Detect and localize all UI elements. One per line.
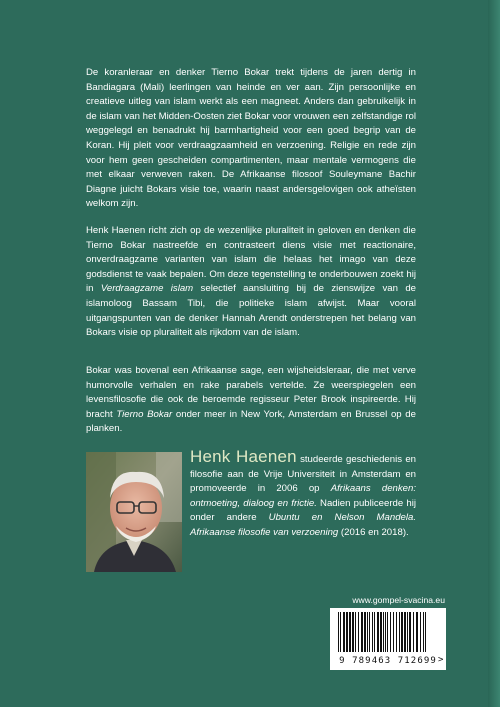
isbn-digits: 9 789463 712699 <box>339 656 437 666</box>
author-name: Henk Haenen <box>190 447 297 466</box>
blurb-paragraph-3-part-2: onder meer in New York, Amsterdam en Brussel op de planken. <box>86 408 416 435</box>
author-bio-part-1: studeerde geschiedenis en filosofie aan de Vrije Universiteit in Amsterdam en promoveerde in 2006 op <box>190 454 416 495</box>
dissertation-title-italic: Afrikaans denken: ontmoeting, dialoog en frictie. <box>190 483 417 509</box>
publisher-website: www.gompel-svacina.eu <box>352 595 445 605</box>
author-bio-part-3: (2016 en 2018). <box>338 526 409 538</box>
blurb-paragraph-1: De koranleraar en denker Tierno Bokar trekt tijdens de jaren dertig in Bandiagara (Mali) leerlingen van heinde en ver aan. Zijn persoonlijke en creatieve uitleg van islam werkt als een magneet. Anders dan gebruikelijk in de islam van het Midden-Oosten ziet Bokar voor vrouwen een zelfstandige rol weggelegd en benadrukt hij barmhartigheid voor een goed begrip van de Koran. Hij pleit voor verdraagzaamheid en verzoening. Religie en rede zijn voor hem geen gescheiden compartimenten, maar mentale vermogens die met elkaar verweven raken. De Afrikaanse filosoof Souleymane Bachir Diagne juicht Bokars visie toe, waarin naast andersgelovigen ook atheïsten welkom zijn. <box>86 67 416 210</box>
blurb-paragraph-3 <box>86 364 416 437</box>
blurb-paragraph-2-part-1: Henk Haenen richt zich op de wezenlijke pluraliteit in geloven en denken die Tierno Bokar nastreefde en contrasteert diens visie met reactionaire, onverdraagzame varianten van islam die helaas het imago van deze godsdienst te vaak bepalen. Om deze tegenstelling te onderbouwen zoekt hij in <box>86 225 416 295</box>
blurb-paragraph-3-part-1: Bokar was bovenal een Afrikaanse sage, een wijsheidsleraar, die met verve humorvolle verhalen en rake parabels vertelde. Ze weerspiegelen een levensfilosofie die ook de beroemde regisseur Peter Brook inspireerde. Hij bracht <box>86 365 416 420</box>
author-bio <box>190 448 416 541</box>
author-bio-part-2: Nadien publiceerde hij onder andere <box>190 497 416 524</box>
isbn-arrow: > <box>438 655 444 665</box>
blurb-paragraph-2-part-2: selectief aansluiting bij de zienswijze van de islamoloog Bassam Tibi, die politieke islam afwijst. Maar vooral uitgangspunten van de denker Hannah Arendt onderstrepen het belang van Bokars visie op pluraliteit als rijkdom van de islam. <box>86 283 416 339</box>
barcode-bars <box>330 608 446 656</box>
blurb-paragraph-2 <box>86 224 416 341</box>
book-title-italic: Verdraagzame islam <box>100 283 194 295</box>
play-title-italic: Tierno Bokar <box>116 408 173 420</box>
spine-edge <box>488 0 500 707</box>
publication-title-italic: Ubuntu en Nelson Mandela. Afrikaanse filosofie van verzoening <box>190 512 416 538</box>
author-photo <box>86 452 182 572</box>
